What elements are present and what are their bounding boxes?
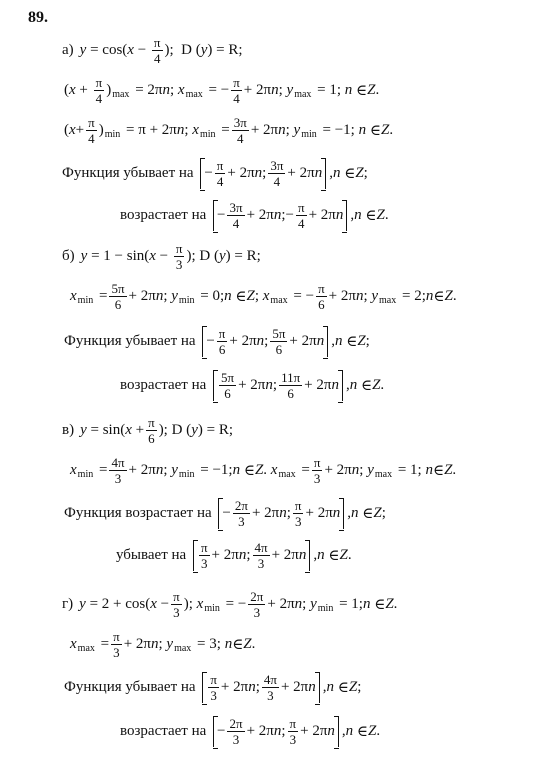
- part-g-decrease: Функция убывает на $\frac{\pi}{3}$ + 2π n ; $\frac{4\pi}{3}$ + 2π n , n ∈ Z ;: [64, 671, 362, 703]
- part-v-line1: в) y = sin( x + $\frac{\pi}{6}$ ); D ( y ) = R;: [62, 414, 233, 446]
- part-v-decrease: убывает на $\frac{\pi}{3}$ + 2π n ; $\frac{4\pi}{3}$ + 2π n , n ∈ Z .: [116, 539, 352, 571]
- part-b-label: б): [62, 247, 75, 264]
- part-b-decrease: Функция убывает на − $\frac{\pi}{6}$ + 2π n ; $\frac{5\pi}{6}$ + 2π n , n ∈ Z ;: [64, 325, 370, 357]
- part-a-line2: ( x + $\frac{\pi}{4}$ ) max = 2π n ; x max = − $\frac{\pi}{4}$ + 2π n ; y max = 1; n ∈ Z .: [64, 74, 380, 106]
- part-v-line2: x min = $\frac{4\pi}{3}$ + 2π n ; y min = −1; n ∈ Z . x max = $\frac{\pi}{3}$ + 2π n ; y max = 1; n ∈ Z .: [70, 454, 457, 486]
- part-a-line1: а) y = cos( x − $\frac{\pi}{4}$ ); D ( y ) = R;: [62, 34, 243, 66]
- part-b-line1: б) y = 1 − sin( x − $\frac{\pi}{3}$ ); D ( y ) = R;: [62, 240, 261, 272]
- part-v-increase: Функция возрастает на − $\frac{2\pi}{3}$ + 2π n ; $\frac{\pi}{3}$ + 2π n , n ∈ Z ;: [64, 497, 386, 529]
- part-b-line2: x min = $\frac{5\pi}{6}$ + 2π n ; y min = 0; n ∈ Z ; x max = − $\frac{\pi}{6}$ + 2π n ; y max = 2; n ∈ Z .: [70, 280, 457, 312]
- problem-number: 89.: [28, 9, 48, 26]
- part-a-label: а): [62, 41, 74, 58]
- part-g-line2: x max = $\frac{\pi}{3}$ + 2π n ; y max = 3; n ∈ Z .: [70, 628, 256, 660]
- part-a-decrease: Функция убывает на − $\frac{\pi}{4}$ + 2π n ; $\frac{3\pi}{4}$ + 2π n , n ∈ Z ;: [62, 157, 368, 189]
- part-a-increase: возрастает на − $\frac{3\pi}{4}$ + 2π n ;− $\frac{\pi}{4}$ + 2π n , n ∈ Z .: [120, 199, 389, 231]
- part-g-label: г): [62, 595, 74, 612]
- part-g-increase: возрастает на − $\frac{2\pi}{3}$ + 2π n ; $\frac{\pi}{3}$ + 2π n , n ∈ Z .: [120, 715, 381, 747]
- part-v-label: в): [62, 421, 75, 438]
- part-b-increase: возрастает на $\frac{5\pi}{6}$ + 2π n ; $\frac{11\pi}{6}$ + 2π n , n ∈ Z .: [120, 369, 385, 401]
- part-a-line3: ( x + $\frac{\pi}{4}$ ) min = π + 2π n ; x min = $\frac{3\pi}{4}$ + 2π n ; y min = −1; n ∈ Z .: [64, 114, 394, 146]
- part-g-line1: г) y = 2 + cos( x − $\frac{\pi}{3}$ ); x min = − $\frac{2\pi}{3}$ + 2π n ; y min = 1; n ∈ Z .: [62, 588, 398, 620]
